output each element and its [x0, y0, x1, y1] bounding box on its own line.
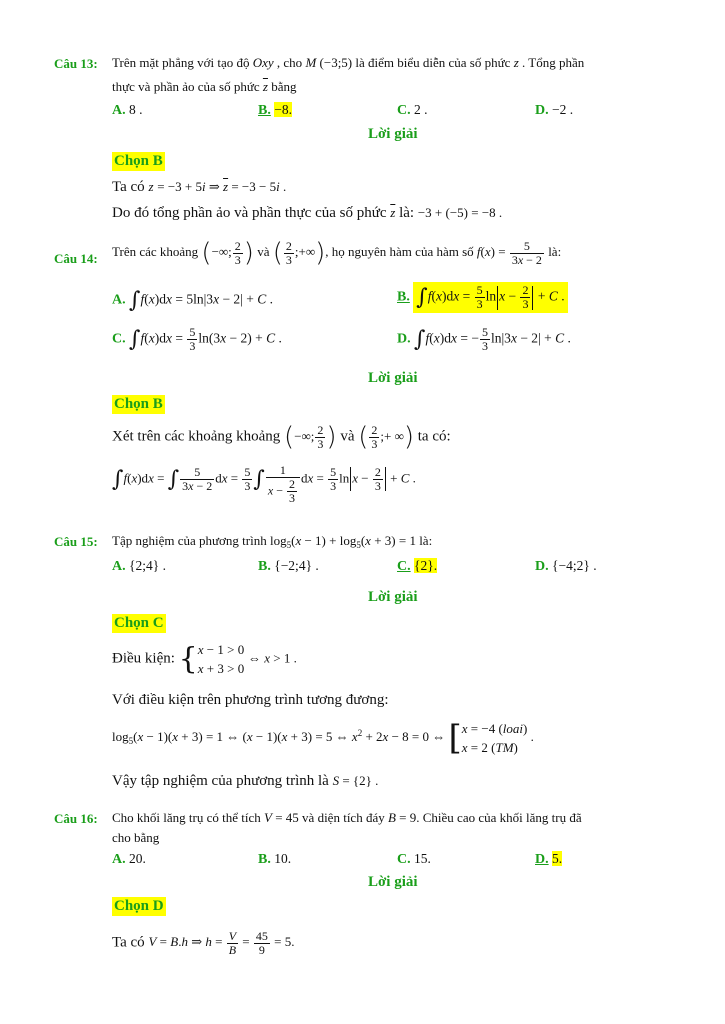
- q14-step1-part2: và: [340, 428, 355, 445]
- question-16-label: Câu 16:: [54, 811, 98, 826]
- q16-option-c[interactable]: C. 15.: [397, 851, 431, 867]
- q16-solution-step1: Ta có V = B.h ⇒ h = $\frac{V}{B}$ = $\frac{45}{9}$ = 5.: [112, 929, 295, 957]
- q14-chosen-answer: Chọn B: [114, 396, 163, 412]
- q15-solution-step4: Vậy tập nghiệm của phương trình là S = {2} .: [112, 773, 379, 789]
- question-14-label: Câu 14:: [54, 251, 98, 266]
- q14-solution-title: Lời giải: [368, 370, 418, 386]
- q14-option-b[interactable]: B. ∫f(x)dx = $\frac{5}{3}$ ln x − $\frac{2}{3}$ + C .: [397, 282, 568, 313]
- q16-chosen-answer: Chọn D: [114, 898, 164, 914]
- question-13-text-line2: thực và phần ảo của số phức $\overline{z}$ bằng: [112, 79, 297, 94]
- q13-option-c[interactable]: C. 2 .: [397, 102, 428, 118]
- q14-step1-part3: ta có:: [417, 428, 451, 445]
- q14-option-c[interactable]: C. ∫f(x)dx = $\frac{5}{3}$ ln(3x − 2) + C .: [112, 325, 282, 353]
- q13-chosen-answer: Chọn B: [114, 153, 163, 169]
- q15-solution-step1: Điều kiện: {x − 1 > 0 x + 3 > 0 ⇔ x > 1 .: [112, 641, 297, 677]
- q15-option-d[interactable]: D. {−4;2} .: [535, 558, 597, 574]
- q15-solution-step3: $\log_5(x - 1)(x + 3) = 1$ ⇔ (x − 1)(x + 3) = 5 ⇔ $x^2 + 2x - 8 = 0$ ⇔ [x = −4 (loai) x = 2 (TM) .: [112, 718, 534, 758]
- q16-option-d[interactable]: D. 5.: [535, 851, 563, 867]
- q14-text-part3: , họ nguyên hàm của hàm số: [325, 243, 474, 259]
- question-16-text-line1: Cho khối lăng trụ có thể tích V = 45 và diện tích đáy B = 9. Chiều cao của khối lăng trụ đã: [112, 810, 582, 825]
- q16-option-b[interactable]: B. 10.: [258, 851, 292, 867]
- question-14-text: Trên các khoảng (−∞; $\frac{2}{3}$ ) và ( $\frac{2}{3}$ ;+∞), họ nguyên hàm của hàm số f(x) = $\frac{5}{3x - 2}$ là:: [112, 238, 562, 268]
- q14-solution-step1: Xét trên các khoảng khoảng (−∞; $\frac{2}{3}$ ) và ( $\frac{2}{3}$ ;+ ∞) ta có:: [112, 422, 451, 452]
- q13-option-a[interactable]: A. 8 .: [112, 102, 143, 118]
- q15-option-a[interactable]: A. {2;4} .: [112, 558, 166, 574]
- q13-option-b[interactable]: B. −8.: [258, 102, 292, 118]
- q14-option-d[interactable]: D. ∫f(x)dx = − $\frac{5}{3}$ ln|3x − 2| + C .: [397, 325, 571, 353]
- q14-step1-part1: Xét trên các khoảng khoảng: [112, 428, 281, 445]
- q15-solution-step2: Với điều kiện trên phương trình tương đương:: [112, 692, 389, 708]
- q13-option-d[interactable]: D. −2 .: [535, 102, 574, 118]
- q13-solution-title: Lời giải: [368, 126, 418, 142]
- q15-chosen-answer: Chọn C: [114, 615, 164, 631]
- q13-solution-step1: Ta có z = −3 + 5i ⇒ $\overline{z} = -3 - 5i$ .: [112, 179, 287, 195]
- question-15-label: Câu 15:: [54, 534, 98, 549]
- q13-solution-step2: Do đó tổng phần ảo và phần thực của số phức $\overline{z}$ là: −3 + (−5) = −8 .: [112, 205, 503, 221]
- question-15-text: Tập nghiệm của phương trình $\log_5(x - 1) + \log_5(x + 3) = 1$ là:: [112, 533, 433, 550]
- q14-option-a[interactable]: A. ∫f(x)dx = 5ln|3x − 2| + C .: [112, 288, 274, 313]
- q14-text-part4: là:: [548, 243, 562, 259]
- q15-solution-title: Lời giải: [368, 589, 418, 605]
- q16-option-a[interactable]: A. 20.: [112, 851, 146, 867]
- q14-solution-step2: ∫f(x)dx = ∫ $\frac{5}{3x - 2}$ dx = $\frac{5}{3}$ ∫ 1 x − $\frac{2}{3}$ dx = $\frac{5}{3}$ ln x − $\frac{2}{3}$ + C .: [112, 463, 416, 505]
- q14-text-part2: và: [257, 243, 270, 259]
- q15-option-b[interactable]: B. {−2;4} .: [258, 558, 319, 574]
- q15-condition-label: Điều kiện:: [112, 650, 175, 667]
- q16-solution-title: Lời giải: [368, 874, 418, 890]
- q15-option-c[interactable]: C. {2}.: [397, 558, 438, 574]
- question-16-text-line2: cho bằng: [112, 830, 160, 845]
- question-13-label: Câu 13:: [54, 56, 98, 71]
- question-13-text-line1: Trên mặt phẳng với tạo độ Oxy , cho M (−3;5) là điểm biểu diễn của số phức z . Tổng phần: [112, 55, 585, 70]
- q14-text-part1: Trên các khoảng: [112, 243, 199, 259]
